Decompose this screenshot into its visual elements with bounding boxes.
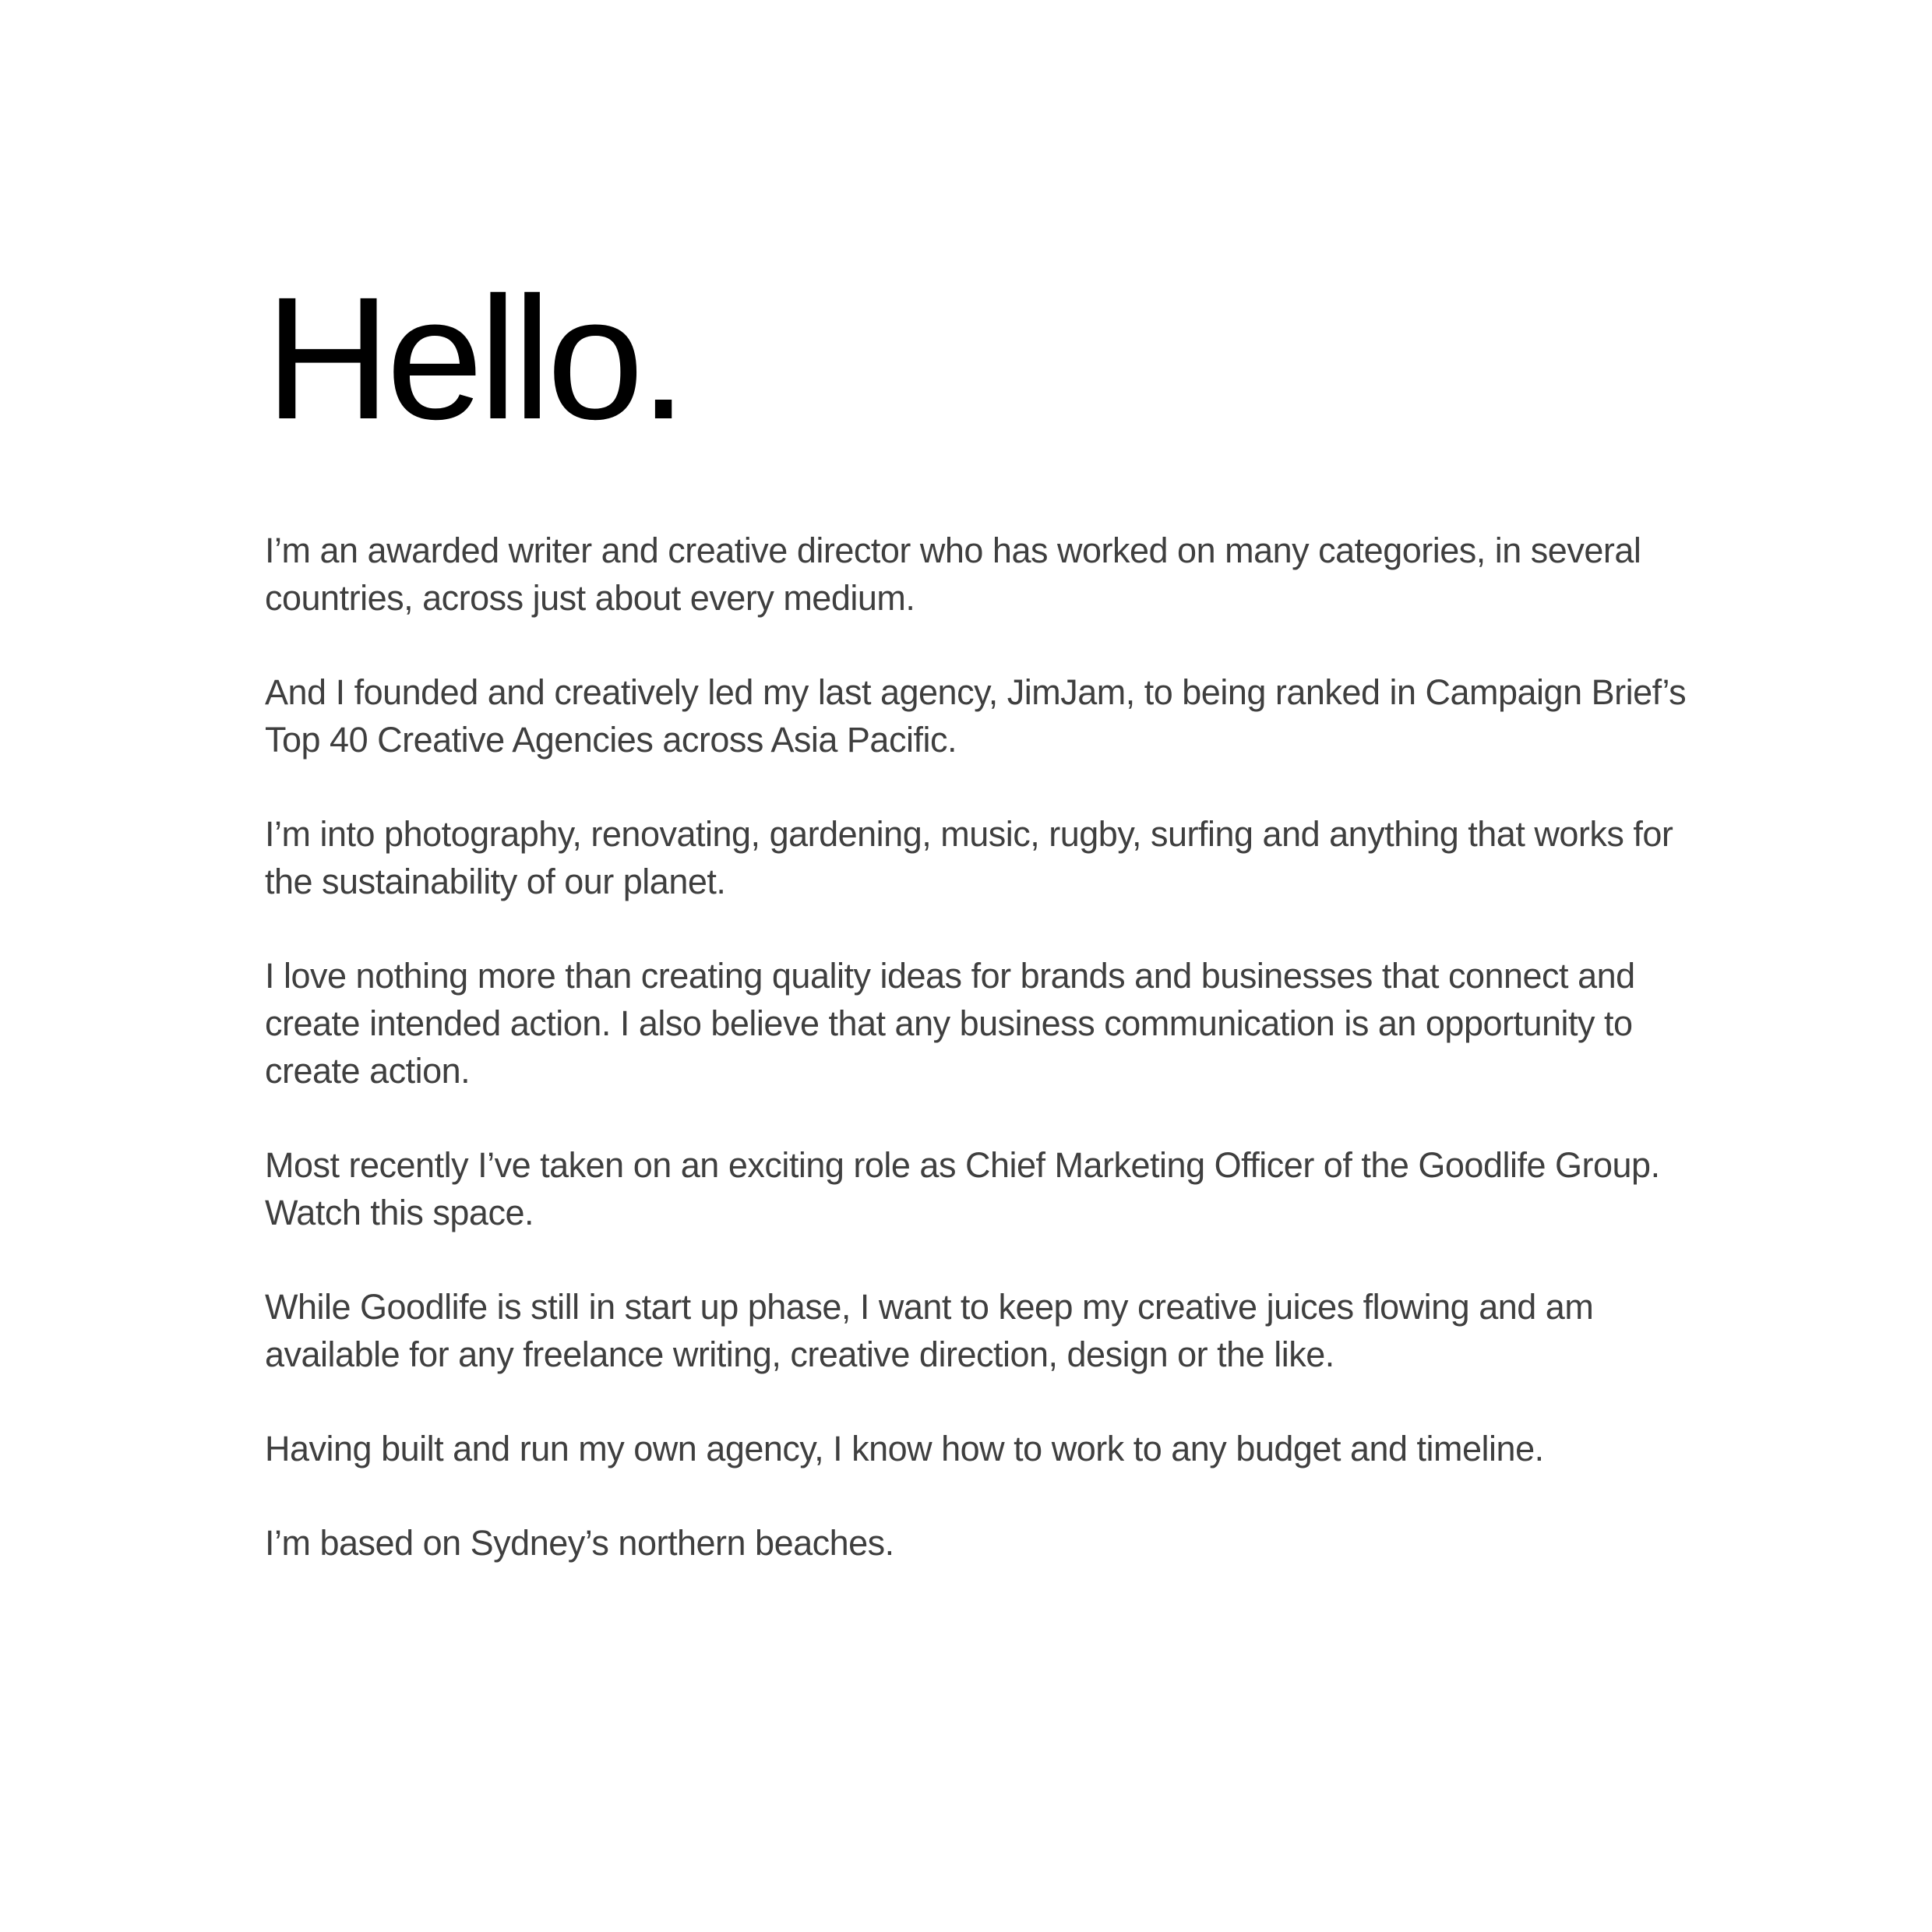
page-title: Hello.: [265, 261, 683, 456]
paragraph-current-role: Most recently I’ve taken on an exciting role as Chief Marketing Officer of the Goodlife Group. Watch this space.: [265, 1145, 1660, 1232]
about-body: [265, 527, 1714, 1567]
paragraph-freelance: While Goodlife is still in start up phase, I want to keep my creative juices flowing and am available for any freelance writing, creative direction, design or the like.: [265, 1287, 1594, 1374]
paragraph-agency: And I founded and creatively led my last agency, JimJam, to being ranked in Campaign Brief’s Top 40 Creative Agencies across Asia Pacific.: [265, 672, 1687, 760]
paragraph-interests: I’m into photography, renovating, gardening, music, rugby, surfing and anything that works for the sustainability of our planet.: [265, 814, 1673, 901]
paragraph-location: I’m based on Sydney’s northern beaches.: [265, 1523, 894, 1563]
paragraph-budget: Having built and run my own agency, I know how to work to any budget and timeline.: [265, 1429, 1544, 1468]
paragraph-intro: I’m an awarded writer and creative director who has worked on many categories, in several countries, across just about every medium.: [265, 531, 1641, 618]
about-page: [265, 261, 1714, 1613]
paragraph-philosophy: I love nothing more than creating quality ideas for brands and businesses that connect and create intended action. I also believe that any business communication is an opportunity to create action.: [265, 956, 1635, 1091]
